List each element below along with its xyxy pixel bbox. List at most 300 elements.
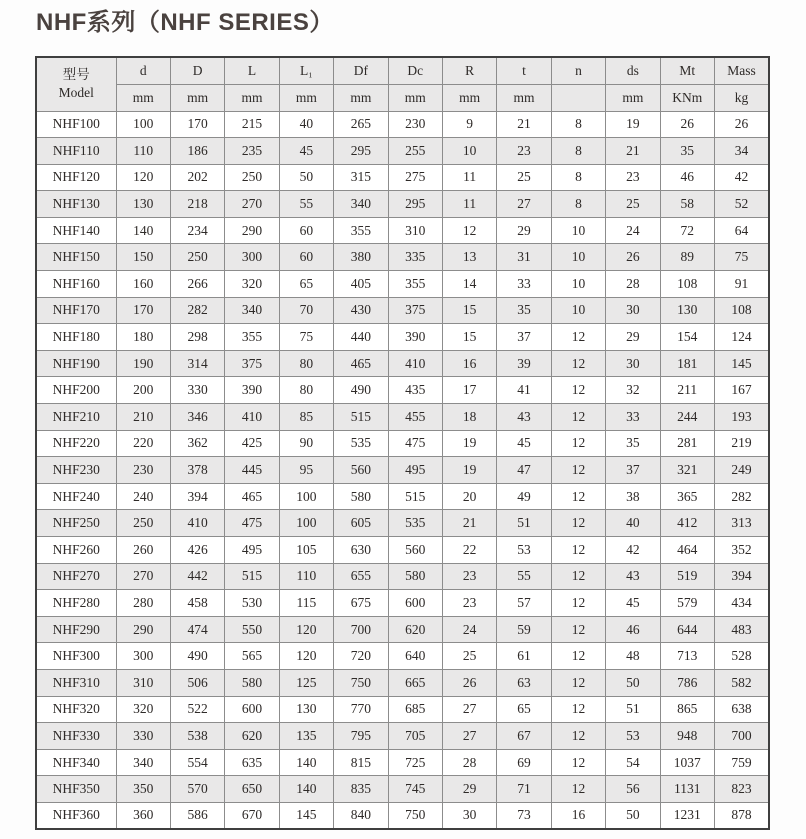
value-cell: 580 — [388, 563, 442, 590]
table-row — [36, 510, 769, 537]
value-cell: 41 — [497, 377, 551, 404]
value-cell: 474 — [170, 616, 224, 643]
model-cell: NHF140 — [36, 217, 116, 244]
table-row — [36, 271, 769, 298]
value-cell: 405 — [334, 271, 388, 298]
column-unit-d: mm — [170, 84, 224, 111]
value-cell: 80 — [279, 350, 333, 377]
value-cell: 835 — [334, 776, 388, 803]
value-cell: 644 — [660, 616, 714, 643]
value-cell: 45 — [606, 590, 660, 617]
value-cell: 154 — [660, 324, 714, 351]
value-cell: 12 — [551, 669, 605, 696]
value-cell: 130 — [660, 297, 714, 324]
value-cell: 528 — [714, 643, 769, 670]
table-row — [36, 483, 769, 510]
value-cell: 260 — [116, 537, 170, 564]
value-cell: 1231 — [660, 802, 714, 829]
value-cell: 27 — [442, 723, 496, 750]
model-cell: NHF280 — [36, 590, 116, 617]
value-cell: 550 — [225, 616, 279, 643]
value-cell: 28 — [606, 271, 660, 298]
model-cell: NHF310 — [36, 669, 116, 696]
value-cell: 425 — [225, 430, 279, 457]
value-cell: 455 — [388, 404, 442, 431]
value-cell: 43 — [606, 563, 660, 590]
column-header-l: L — [225, 57, 279, 84]
table-row — [36, 350, 769, 377]
value-cell: 180 — [116, 324, 170, 351]
value-cell: 515 — [225, 563, 279, 590]
value-cell: 50 — [606, 669, 660, 696]
value-cell: 42 — [606, 537, 660, 564]
value-cell: 27 — [497, 191, 551, 218]
value-cell: 218 — [170, 191, 224, 218]
value-cell: 538 — [170, 723, 224, 750]
value-cell: 12 — [551, 377, 605, 404]
value-cell: 12 — [551, 404, 605, 431]
value-cell: 50 — [606, 802, 660, 829]
model-cell: NHF110 — [36, 138, 116, 165]
value-cell: 34 — [714, 138, 769, 165]
value-cell: 560 — [388, 537, 442, 564]
value-cell: 249 — [714, 457, 769, 484]
value-cell: 255 — [388, 138, 442, 165]
value-cell: 37 — [606, 457, 660, 484]
value-cell: 515 — [334, 404, 388, 431]
value-cell: 234 — [170, 217, 224, 244]
value-cell: 89 — [660, 244, 714, 271]
value-cell: 378 — [170, 457, 224, 484]
value-cell: 464 — [660, 537, 714, 564]
value-cell: 69 — [497, 749, 551, 776]
table-row — [36, 164, 769, 191]
value-cell: 948 — [660, 723, 714, 750]
value-cell: 75 — [714, 244, 769, 271]
value-cell: 130 — [116, 191, 170, 218]
value-cell: 46 — [660, 164, 714, 191]
value-cell: 315 — [334, 164, 388, 191]
value-cell: 655 — [334, 563, 388, 590]
model-cell: NHF160 — [36, 271, 116, 298]
value-cell: 105 — [279, 537, 333, 564]
value-cell: 878 — [714, 802, 769, 829]
value-cell: 12 — [551, 723, 605, 750]
model-cell: NHF150 — [36, 244, 116, 271]
value-cell: 32 — [606, 377, 660, 404]
value-cell: 52 — [714, 191, 769, 218]
value-cell: 12 — [551, 696, 605, 723]
value-cell: 560 — [334, 457, 388, 484]
table-row — [36, 217, 769, 244]
table-row — [36, 457, 769, 484]
value-cell: 12 — [551, 350, 605, 377]
value-cell: 53 — [606, 723, 660, 750]
value-cell: 445 — [225, 457, 279, 484]
value-cell: 50 — [279, 164, 333, 191]
value-cell: 215 — [225, 111, 279, 138]
value-cell: 380 — [334, 244, 388, 271]
value-cell: 12 — [551, 616, 605, 643]
value-cell: 230 — [388, 111, 442, 138]
value-cell: 35 — [497, 297, 551, 324]
value-cell: 18 — [442, 404, 496, 431]
model-cell: NHF120 — [36, 164, 116, 191]
value-cell: 60 — [279, 244, 333, 271]
column-unit-dc: mm — [388, 84, 442, 111]
column-header-d: D — [170, 57, 224, 84]
value-cell: 580 — [334, 483, 388, 510]
value-cell: 720 — [334, 643, 388, 670]
value-cell: 815 — [334, 749, 388, 776]
column-unit-t: mm — [497, 84, 551, 111]
value-cell: 13 — [442, 244, 496, 271]
value-cell: 750 — [334, 669, 388, 696]
value-cell: 586 — [170, 802, 224, 829]
value-cell: 475 — [388, 430, 442, 457]
value-cell: 440 — [334, 324, 388, 351]
value-cell: 53 — [497, 537, 551, 564]
value-cell: 10 — [551, 244, 605, 271]
value-cell: 840 — [334, 802, 388, 829]
table-row — [36, 616, 769, 643]
value-cell: 26 — [714, 111, 769, 138]
model-cell: NHF340 — [36, 749, 116, 776]
value-cell: 26 — [660, 111, 714, 138]
value-cell: 11 — [442, 191, 496, 218]
value-cell: 38 — [606, 483, 660, 510]
value-cell: 90 — [279, 430, 333, 457]
value-cell: 335 — [388, 244, 442, 271]
table-row — [36, 297, 769, 324]
value-cell: 412 — [660, 510, 714, 537]
value-cell: 110 — [279, 563, 333, 590]
value-cell: 475 — [225, 510, 279, 537]
value-cell: 8 — [551, 191, 605, 218]
value-cell: 390 — [388, 324, 442, 351]
value-cell: 330 — [170, 377, 224, 404]
model-cell: NHF180 — [36, 324, 116, 351]
value-cell: 1037 — [660, 749, 714, 776]
value-cell: 45 — [279, 138, 333, 165]
column-header-mt: Mt — [660, 57, 714, 84]
value-cell: 250 — [116, 510, 170, 537]
model-column-header: 型号 Model — [36, 57, 116, 111]
value-cell: 24 — [442, 616, 496, 643]
value-cell: 27 — [442, 696, 496, 723]
value-cell: 65 — [497, 696, 551, 723]
table-row — [36, 191, 769, 218]
value-cell: 25 — [442, 643, 496, 670]
value-cell: 145 — [714, 350, 769, 377]
value-cell: 150 — [116, 244, 170, 271]
model-cell: NHF100 — [36, 111, 116, 138]
value-cell: 80 — [279, 377, 333, 404]
value-cell: 140 — [279, 776, 333, 803]
value-cell: 23 — [442, 563, 496, 590]
value-cell: 554 — [170, 749, 224, 776]
value-cell: 314 — [170, 350, 224, 377]
value-cell: 435 — [388, 377, 442, 404]
value-cell: 745 — [388, 776, 442, 803]
value-cell: 705 — [388, 723, 442, 750]
value-cell: 12 — [551, 483, 605, 510]
value-cell: 15 — [442, 297, 496, 324]
table-row — [36, 776, 769, 803]
value-cell: 73 — [497, 802, 551, 829]
value-cell: 35 — [660, 138, 714, 165]
value-cell: 17 — [442, 377, 496, 404]
value-cell: 426 — [170, 537, 224, 564]
value-cell: 29 — [606, 324, 660, 351]
model-cell: NHF190 — [36, 350, 116, 377]
value-cell: 282 — [714, 483, 769, 510]
value-cell: 638 — [714, 696, 769, 723]
value-cell: 295 — [334, 138, 388, 165]
value-cell: 240 — [116, 483, 170, 510]
value-cell: 11 — [442, 164, 496, 191]
value-cell: 60 — [279, 217, 333, 244]
value-cell: 21 — [497, 111, 551, 138]
value-cell: 23 — [606, 164, 660, 191]
value-cell: 750 — [388, 802, 442, 829]
value-cell: 30 — [606, 297, 660, 324]
table-row — [36, 563, 769, 590]
value-cell: 665 — [388, 669, 442, 696]
value-cell: 390 — [225, 377, 279, 404]
column-header-mass: Mass — [714, 57, 769, 84]
value-cell: 59 — [497, 616, 551, 643]
column-header-r: R — [442, 57, 496, 84]
value-cell: 280 — [116, 590, 170, 617]
value-cell: 620 — [388, 616, 442, 643]
value-cell: 160 — [116, 271, 170, 298]
value-cell: 275 — [388, 164, 442, 191]
model-cell: NHF320 — [36, 696, 116, 723]
column-unit-l: mm — [225, 84, 279, 111]
value-cell: 490 — [334, 377, 388, 404]
table-row — [36, 723, 769, 750]
value-cell: 135 — [279, 723, 333, 750]
model-cell: NHF250 — [36, 510, 116, 537]
value-cell: 580 — [225, 669, 279, 696]
value-cell: 282 — [170, 297, 224, 324]
value-cell: 48 — [606, 643, 660, 670]
value-cell: 230 — [116, 457, 170, 484]
value-cell: 40 — [606, 510, 660, 537]
table-row — [36, 802, 769, 829]
value-cell: 12 — [551, 590, 605, 617]
value-cell: 10 — [551, 297, 605, 324]
value-cell: 12 — [551, 776, 605, 803]
value-cell: 120 — [279, 643, 333, 670]
value-cell: 16 — [442, 350, 496, 377]
value-cell: 12 — [551, 643, 605, 670]
value-cell: 12 — [551, 457, 605, 484]
table-row — [36, 138, 769, 165]
table-row — [36, 377, 769, 404]
value-cell: 320 — [225, 271, 279, 298]
value-cell: 25 — [606, 191, 660, 218]
value-cell: 219 — [714, 430, 769, 457]
value-cell: 55 — [497, 563, 551, 590]
value-cell: 770 — [334, 696, 388, 723]
model-cell: NHF350 — [36, 776, 116, 803]
value-cell: 30 — [442, 802, 496, 829]
value-cell: 25 — [497, 164, 551, 191]
value-cell: 375 — [225, 350, 279, 377]
value-cell: 181 — [660, 350, 714, 377]
table-row — [36, 404, 769, 431]
model-cell: NHF240 — [36, 483, 116, 510]
value-cell: 20 — [442, 483, 496, 510]
value-cell: 47 — [497, 457, 551, 484]
value-cell: 410 — [170, 510, 224, 537]
value-cell: 823 — [714, 776, 769, 803]
value-cell: 167 — [714, 377, 769, 404]
value-cell: 186 — [170, 138, 224, 165]
value-cell: 281 — [660, 430, 714, 457]
value-cell: 1131 — [660, 776, 714, 803]
value-cell: 56 — [606, 776, 660, 803]
value-cell: 355 — [388, 271, 442, 298]
value-cell: 29 — [442, 776, 496, 803]
column-header-df: Df — [334, 57, 388, 84]
value-cell: 10 — [442, 138, 496, 165]
value-cell: 700 — [714, 723, 769, 750]
value-cell: 759 — [714, 749, 769, 776]
value-cell: 12 — [551, 749, 605, 776]
value-cell: 51 — [497, 510, 551, 537]
value-cell: 535 — [334, 430, 388, 457]
value-cell: 91 — [714, 271, 769, 298]
column-unit-d: mm — [116, 84, 170, 111]
value-cell: 64 — [714, 217, 769, 244]
value-cell: 12 — [442, 217, 496, 244]
value-cell: 300 — [225, 244, 279, 271]
table-header — [36, 57, 769, 111]
value-cell: 290 — [116, 616, 170, 643]
value-cell: 355 — [225, 324, 279, 351]
column-unit-n — [551, 84, 605, 111]
value-cell: 430 — [334, 297, 388, 324]
model-cell: NHF220 — [36, 430, 116, 457]
table-row — [36, 696, 769, 723]
value-cell: 21 — [606, 138, 660, 165]
value-cell: 10 — [551, 217, 605, 244]
value-cell: 26 — [606, 244, 660, 271]
value-cell: 650 — [225, 776, 279, 803]
value-cell: 31 — [497, 244, 551, 271]
value-cell: 295 — [388, 191, 442, 218]
value-cell: 270 — [116, 563, 170, 590]
value-cell: 19 — [442, 457, 496, 484]
model-cell: NHF290 — [36, 616, 116, 643]
value-cell: 108 — [660, 271, 714, 298]
value-cell: 360 — [116, 802, 170, 829]
value-cell: 75 — [279, 324, 333, 351]
value-cell: 10 — [551, 271, 605, 298]
column-header-t: t — [497, 57, 551, 84]
value-cell: 565 — [225, 643, 279, 670]
value-cell: 72 — [660, 217, 714, 244]
value-cell: 12 — [551, 324, 605, 351]
value-cell: 620 — [225, 723, 279, 750]
value-cell: 35 — [606, 430, 660, 457]
value-cell: 330 — [116, 723, 170, 750]
value-cell: 140 — [116, 217, 170, 244]
value-cell: 340 — [225, 297, 279, 324]
value-cell: 725 — [388, 749, 442, 776]
value-cell: 12 — [551, 563, 605, 590]
value-cell: 120 — [116, 164, 170, 191]
value-cell: 394 — [714, 563, 769, 590]
value-cell: 290 — [225, 217, 279, 244]
value-cell: 108 — [714, 297, 769, 324]
value-cell: 365 — [660, 483, 714, 510]
value-cell: 713 — [660, 643, 714, 670]
value-cell: 16 — [551, 802, 605, 829]
value-cell: 145 — [279, 802, 333, 829]
value-cell: 298 — [170, 324, 224, 351]
value-cell: 24 — [606, 217, 660, 244]
value-cell: 340 — [116, 749, 170, 776]
value-cell: 795 — [334, 723, 388, 750]
model-cell: NHF200 — [36, 377, 116, 404]
value-cell: 355 — [334, 217, 388, 244]
value-cell: 202 — [170, 164, 224, 191]
value-cell: 130 — [279, 696, 333, 723]
model-cell: NHF230 — [36, 457, 116, 484]
value-cell: 495 — [225, 537, 279, 564]
value-cell: 115 — [279, 590, 333, 617]
value-cell: 100 — [279, 483, 333, 510]
value-cell: 670 — [225, 802, 279, 829]
model-cell: NHF360 — [36, 802, 116, 829]
value-cell: 685 — [388, 696, 442, 723]
value-cell: 120 — [279, 616, 333, 643]
value-cell: 9 — [442, 111, 496, 138]
value-cell: 350 — [116, 776, 170, 803]
model-cell: NHF130 — [36, 191, 116, 218]
value-cell: 266 — [170, 271, 224, 298]
model-cell: NHF270 — [36, 563, 116, 590]
value-cell: 63 — [497, 669, 551, 696]
value-cell: 570 — [170, 776, 224, 803]
nhf-spec-table — [35, 56, 770, 830]
value-cell: 522 — [170, 696, 224, 723]
value-cell: 190 — [116, 350, 170, 377]
value-cell: 100 — [279, 510, 333, 537]
value-cell: 490 — [170, 643, 224, 670]
value-cell: 23 — [497, 138, 551, 165]
table-row — [36, 537, 769, 564]
value-cell: 39 — [497, 350, 551, 377]
value-cell: 495 — [388, 457, 442, 484]
table-row — [36, 111, 769, 138]
value-cell: 33 — [606, 404, 660, 431]
value-cell: 42 — [714, 164, 769, 191]
value-cell: 605 — [334, 510, 388, 537]
value-cell: 786 — [660, 669, 714, 696]
value-cell: 235 — [225, 138, 279, 165]
value-cell: 15 — [442, 324, 496, 351]
value-cell: 140 — [279, 749, 333, 776]
value-cell: 51 — [606, 696, 660, 723]
value-cell: 71 — [497, 776, 551, 803]
model-cell: NHF330 — [36, 723, 116, 750]
value-cell: 110 — [116, 138, 170, 165]
